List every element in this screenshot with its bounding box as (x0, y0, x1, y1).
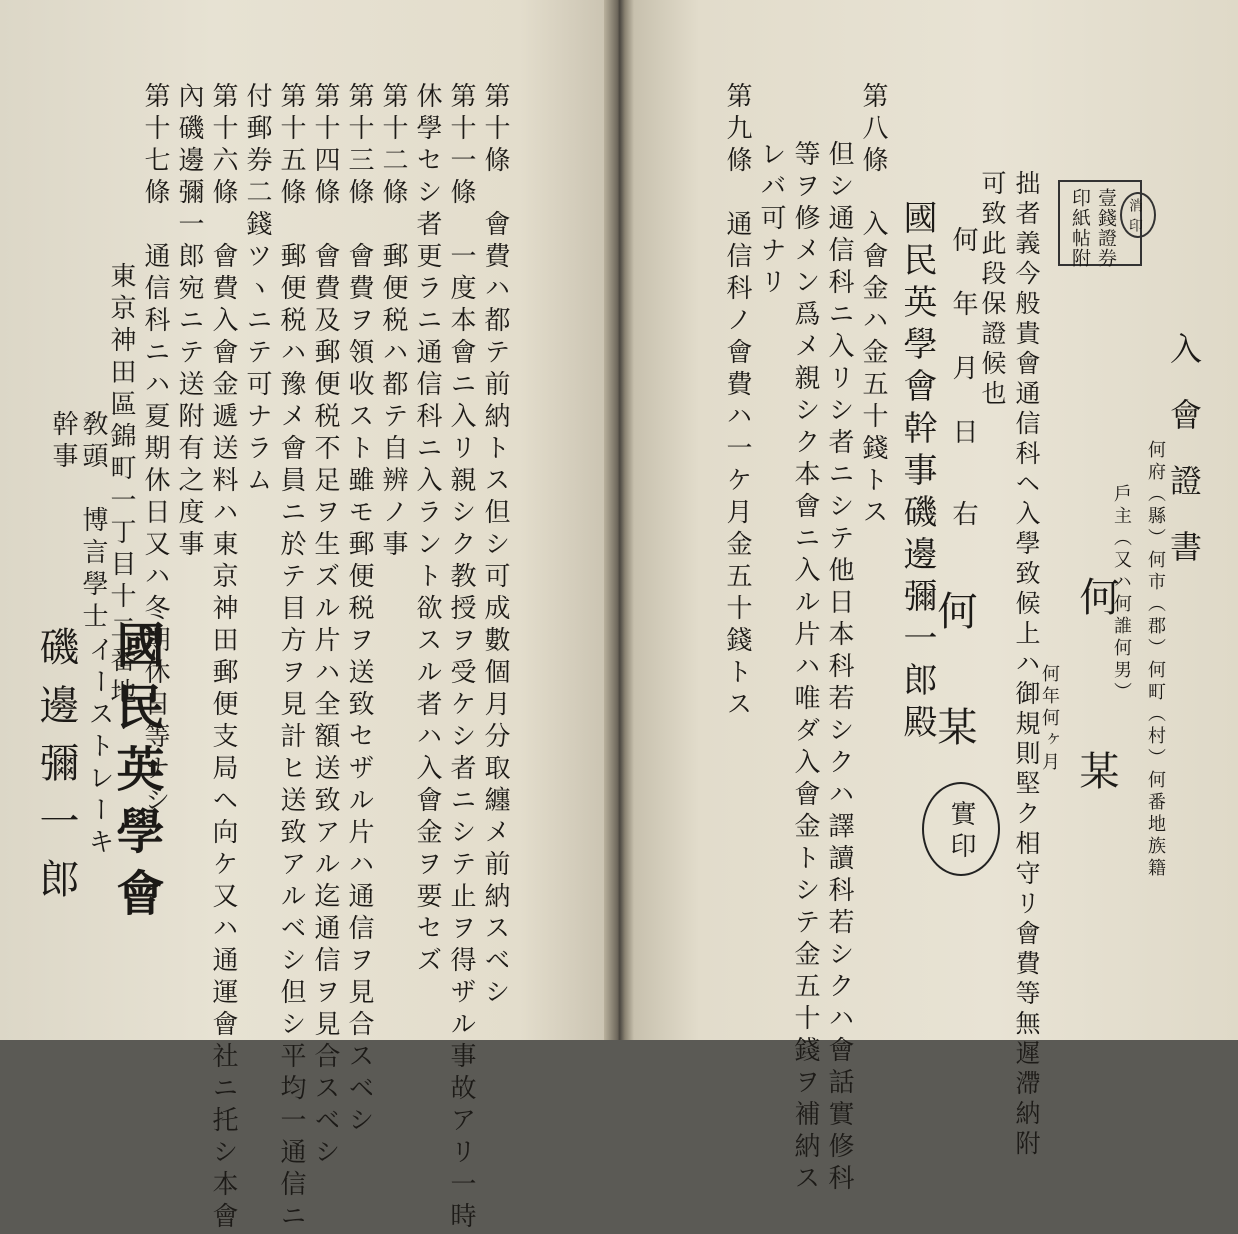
article-15: 第十五條 郵便税ハ豫メ會員ニ於テ目方ヲ見計ヒ送致アルベシ但シ平均一通信ニ (276, 82, 306, 1234)
article-14: 第十四條 會費及郵便税不足ヲ生ズル片ハ全額送致アル迄通信ヲ見合スベシ (310, 82, 340, 1170)
certificate-heading: 入會證書 (1165, 332, 1203, 596)
article-11-continued: 休學セシ者更ラニ通信科ニ入ラント欲スル者ハ入會金ヲ要セズ (412, 82, 442, 978)
article-16-continued: 內磯邊彌一郎宛ニテ送附有之度事 (174, 82, 204, 562)
principal-name: イーストレーキ (84, 636, 114, 860)
addressee: 國民英學會幹事磯邊彌一郎殿 (897, 200, 937, 746)
stamp-text-left: 印紙帖附 (1069, 188, 1091, 268)
applicant-family: 戶主（又ハ何誰何男） (1111, 484, 1132, 704)
cancellation-mark: 消印 (1120, 192, 1156, 238)
pledge-line-1: 拙者義今般貴會通信科ヘ入學致候上ハ御規則堅ク相守リ會費等無遲滯納附 (1012, 170, 1041, 1160)
secretary-title: 幹事 (48, 410, 78, 474)
article-8-proviso-3: レバ可ナリ (756, 140, 786, 300)
article-13: 第十三條 會費ヲ領收スト雖モ郵便税ヲ送致セザル片ハ通信ヲ見合スベシ (344, 82, 374, 1138)
article-16: 第十六條 會費入會金遞送料ハ東京神田郵便支局ヘ向ケ又ハ通運會社ニ托シ本會 (208, 82, 238, 1234)
article-8-proviso: 但シ通信科ニ入リシ者ニシテ他日本科若シクハ譯讀科若シクハ會話實修科 (824, 140, 854, 1196)
secretary-name: 磯邊彌一郎 (33, 626, 79, 916)
book-gutter (604, 0, 634, 1040)
article-8: 第八條 入會金ハ金五十錢トス (858, 82, 888, 530)
article-15-continued: 付郵券二錢ツヽニテ可ナラム (242, 82, 272, 498)
article-9: 第九條 通信科ノ會費ハ一ケ月金五十錢トス (722, 82, 752, 722)
stamp-text-right: 壹錢證券 (1095, 188, 1117, 268)
guarantor-name: 何 某 (931, 590, 977, 764)
applicant-domicile: 何府（縣）何市（郡）何町（村）何番地族籍 (1145, 440, 1166, 880)
applicant-name: 何 某 (1073, 576, 1119, 808)
pledge-right-mark: 右 (948, 500, 978, 532)
pledge-line-2: 可致此段保證候也 (978, 170, 1007, 410)
article-10: 第十條 會費ハ都テ前納トス但シ可成數個月分取纏メ前納スベシ (480, 82, 510, 1010)
applicant-age: 何年何ヶ月 (1039, 664, 1060, 774)
article-17: 第十七條 通信科ニハ夏期休日又ハ冬期休日等ナシ (140, 82, 170, 818)
official-seal: 實印 (922, 782, 1000, 876)
principal-title: 敎頭 博言學士 (78, 410, 108, 634)
article-12: 第十二條 郵便税ハ都テ自辨ノ事 (378, 82, 408, 562)
article-8-proviso-2: 等ヲ修メン爲メ親シク本會ニ入ル片ハ唯ダ入會金トシテ金五十錢ヲ補納ス (790, 140, 820, 1196)
society-address: 東京神田區錦町一丁目十二番地 (106, 262, 136, 710)
society-name: 國民英學會 (108, 620, 164, 930)
article-11: 第十一條 一度本會ニ入リ親シク教授ヲ受ケシ者ニシテ止ヲ得ザル事故アリ一時 (446, 82, 476, 1234)
pledge-date: 何 年 月 日 (948, 226, 978, 450)
